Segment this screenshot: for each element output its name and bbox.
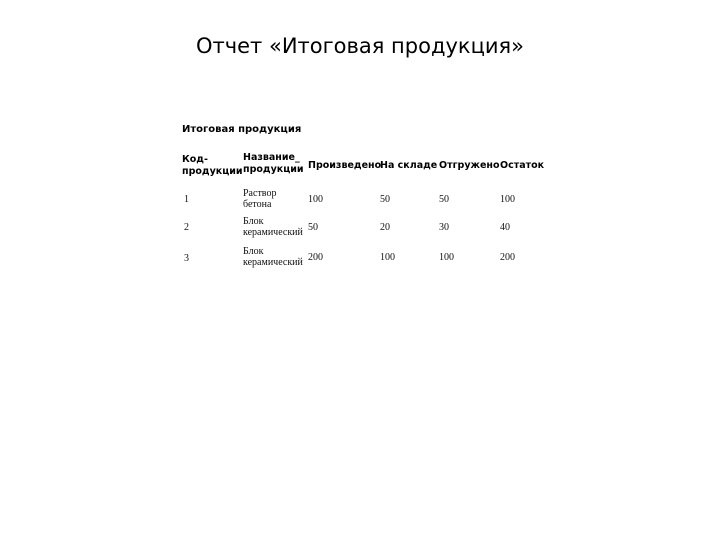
- table-row-3-code: 3: [184, 253, 189, 264]
- header-code-line-2: продукции: [182, 166, 243, 177]
- table-row-1-shipped: 50: [439, 194, 449, 205]
- table-row-2-code: 2: [184, 222, 189, 233]
- header-remainder: Остаток: [500, 160, 545, 171]
- table-row-1-name: [243, 188, 305, 210]
- header-in-stock: На складе: [380, 160, 438, 171]
- header-produced: Произведено: [308, 160, 382, 171]
- table-row-3-name-line-1: Блок: [243, 246, 264, 257]
- table-row-2-remainder: 40: [500, 222, 510, 233]
- table-row-1-name-line-1: Раствор: [243, 188, 277, 199]
- header-code-line-1: Код-: [182, 154, 208, 165]
- table-row-2-produced: 50: [308, 222, 318, 233]
- header-name-line-1: Название_: [243, 152, 300, 163]
- table-row-2-in-stock: 20: [380, 222, 390, 233]
- table-row-3-in-stock: 100: [380, 252, 395, 263]
- table-row-2-name: [243, 216, 305, 238]
- table-row-3-shipped: 100: [439, 252, 454, 263]
- table-row-2-name-line-2: керамический: [243, 227, 303, 238]
- table-row-3-remainder: 200: [500, 252, 515, 263]
- slide-title: Отчет «Итоговая продукция»: [195, 34, 525, 58]
- table-row-2-name-line-1: Блок: [243, 216, 264, 227]
- table-row-1-code: 1: [184, 194, 189, 205]
- table-row-1-remainder: 100: [500, 194, 515, 205]
- table-row-3-name: [243, 246, 305, 268]
- header-code: [182, 154, 243, 178]
- table-row-3-name-line-2: керамический: [243, 257, 303, 268]
- table-row-3-produced: 200: [308, 252, 323, 263]
- table-row-1-produced: 100: [308, 194, 323, 205]
- header-name-line-2: продукции: [243, 164, 304, 175]
- table-row-1-in-stock: 50: [380, 194, 390, 205]
- table-row-1-name-line-2: бетона: [243, 199, 272, 210]
- table-row-2-shipped: 30: [439, 222, 449, 233]
- header-shipped: Отгружено: [439, 160, 500, 171]
- report-title: Итоговая продукция: [182, 124, 302, 135]
- header-name: [243, 152, 304, 176]
